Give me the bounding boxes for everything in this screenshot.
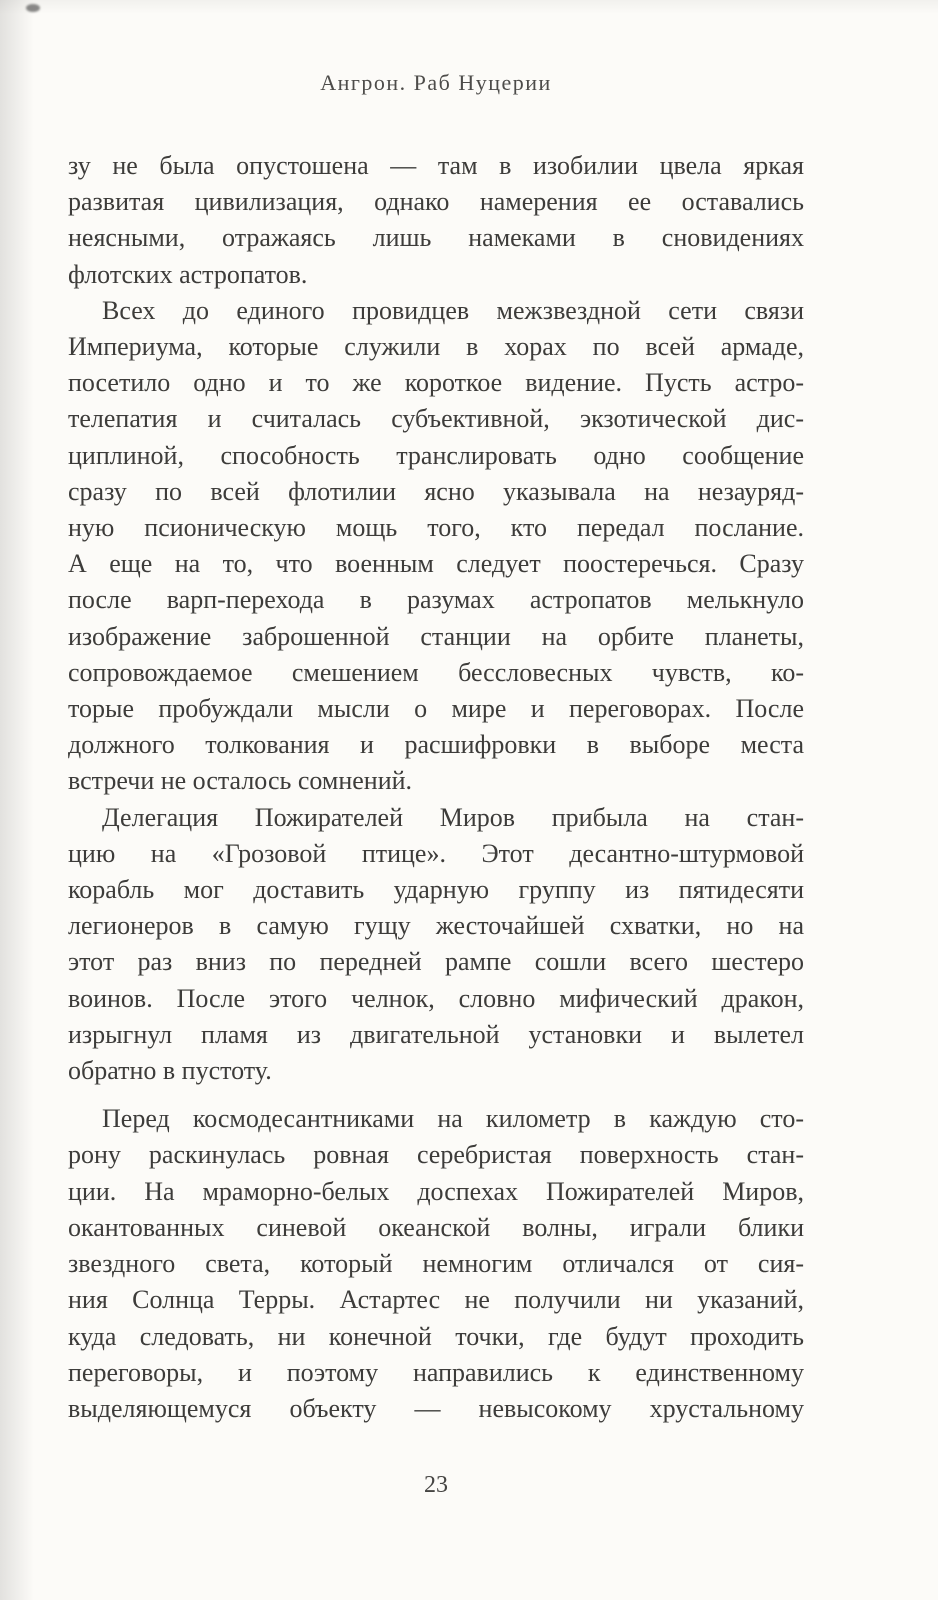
text-line: выделяющемуся объекту — невысокому хрустальному	[68, 1393, 804, 1423]
text-line: развитая цивилизация, однако намерения ее оставались	[68, 187, 804, 217]
text-line: сопровождаемое смешением бессловесных чувств, ко-	[68, 657, 804, 687]
text-line: ния Солнца Терры. Астартес не получили ни указаний,	[68, 1285, 804, 1315]
text-line: Всех до единого провидцев межзвездной сети связи	[102, 295, 804, 325]
text-line: Империума, которые служили в хорах по всей армаде,	[68, 332, 804, 362]
text-line: А еще на то, что военным следует поостеречься. Сразу	[68, 549, 804, 579]
text-line: зу не была опустошена — там в изобилии цвела яркая	[68, 151, 804, 180]
text-line: обратно в пустоту.	[68, 1056, 272, 1086]
text-line: неясными, отражаясь лишь намеками в сновидениях	[68, 223, 804, 253]
text-line: флотских астропатов.	[68, 259, 308, 289]
running-header: Ангрон. Раб Нуцерии	[320, 70, 552, 95]
text-line: сразу по всей флотилии ясно указывала на незауряд-	[68, 476, 804, 506]
text-line: телепатия и считалась субъективной, экзотической дис-	[68, 404, 804, 434]
text-line: цию на «Грозовой птице». Этот десантно-штурмовой	[68, 838, 804, 868]
scan-artifact	[26, 4, 40, 12]
body-text	[68, 148, 804, 1427]
text-line: торые пробуждали мысли о мире и переговорах. После	[68, 694, 804, 724]
text-line: изрыгнул пламя из двигательной установки и вылетел	[68, 1019, 804, 1049]
text-line: ции. На мраморно-белых доспехах Пожирателей Миров,	[68, 1176, 804, 1206]
text-line: ную псионическую мощь того, кто передал послание.	[68, 513, 804, 543]
text-line: после варп-перехода в разумах астропатов мелькнуло	[68, 585, 804, 615]
text-line: переговоры, и поэтому направились к единственному	[68, 1357, 804, 1387]
text-line: встречи не осталось сомнений.	[68, 766, 413, 796]
text-line: воинов. После этого челнок, словно мифический дракон,	[68, 983, 804, 1013]
paragraph	[68, 800, 804, 1090]
text-line: легионеров в самую гущу жесточайшей схватки, но на	[68, 911, 804, 941]
page-number: 23	[424, 1472, 448, 1498]
paragraph	[68, 1101, 804, 1427]
text-line: рону раскинулась ровная серебристая поверхность стан-	[68, 1140, 804, 1170]
text-line: этот раз вниз по передней рампе сошли всего шестеро	[68, 947, 804, 977]
text-line: окантованных синевой океанской волны, играли блики	[68, 1212, 804, 1242]
text-line: циплиной, способность транслировать одно сообщение	[68, 440, 804, 470]
text-line: изображение заброшенной станции на орбите планеты,	[68, 621, 804, 651]
text-line: должного толкования и расшифровки в выборе места	[68, 730, 804, 760]
text-line: Перед космодесантниками на километр в каждую сто-	[102, 1104, 804, 1134]
text-line: посетило одно и то же короткое видение. Пусть астро-	[68, 368, 804, 398]
paragraph	[68, 148, 804, 293]
text-line: куда следовать, ни конечной точки, где будут проходить	[68, 1321, 804, 1351]
paragraph	[68, 293, 804, 800]
scan-edge-shadow	[0, 0, 34, 1600]
text-block	[68, 0, 804, 1427]
text-line: звездного света, который немногим отличался от сия-	[68, 1249, 804, 1279]
text-line: корабль мог доставить ударную группу из пятидесяти	[68, 875, 804, 905]
text-line: Делегация Пожирателей Миров прибыла на стан-	[102, 802, 804, 832]
